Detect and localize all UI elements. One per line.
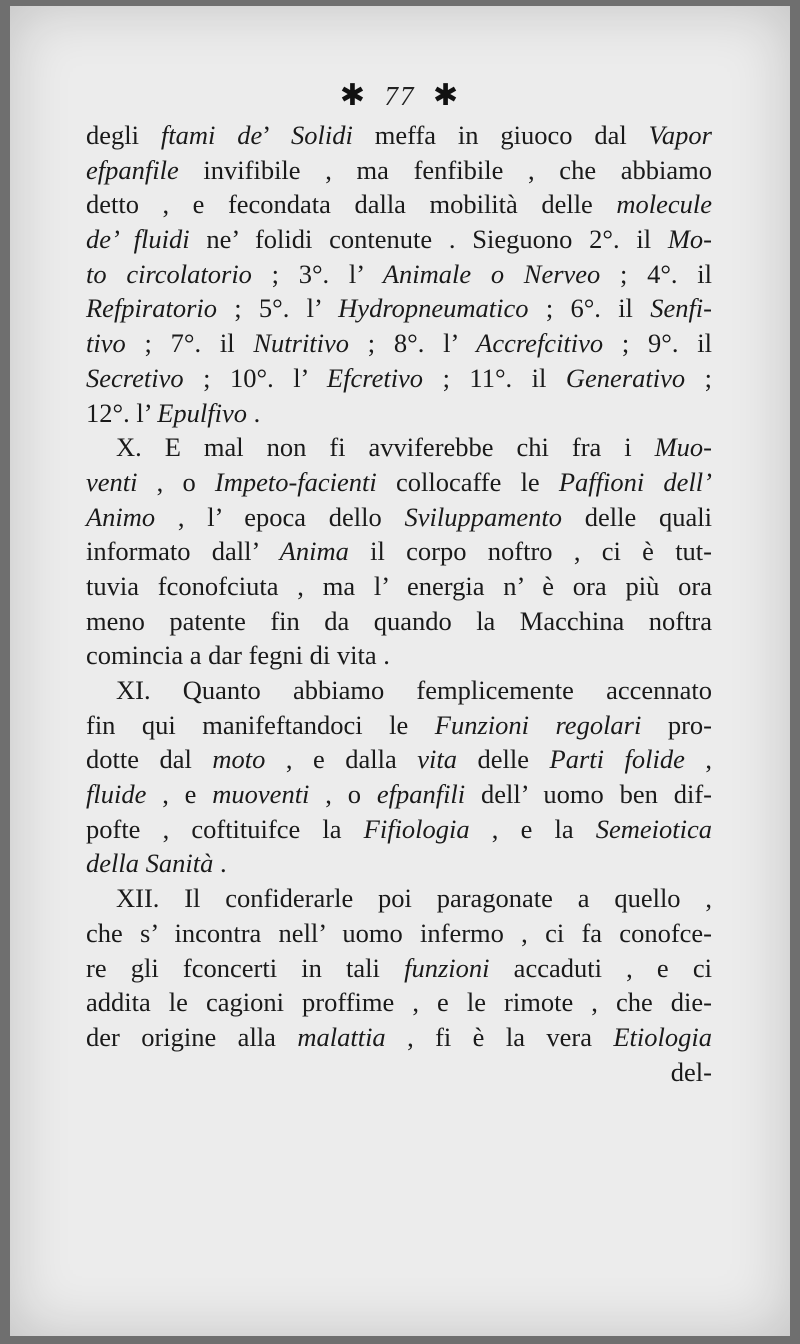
roman-text: addita le cagioni proffime , e le rimote , che die- (86, 987, 712, 1018)
text-line (86, 187, 712, 222)
roman-text: pro- (641, 709, 712, 740)
italic-text: Paffioni dell’ (558, 466, 712, 497)
italic-text: Animo (86, 501, 156, 532)
text-line (86, 638, 712, 673)
roman-text: ; 4°. il (600, 258, 712, 289)
text-line (86, 257, 712, 292)
italic-text: funzioni (404, 952, 490, 983)
text-line (86, 153, 712, 188)
italic-text: vita (417, 744, 458, 775)
text-line (86, 361, 712, 396)
roman-text: meffa in giuoco dal (352, 120, 649, 150)
text-line (86, 881, 712, 916)
italic-text: venti (86, 466, 138, 497)
italic-text: ftami de (160, 120, 263, 150)
roman-text: re gli fconcerti in tali (86, 952, 405, 983)
text-line (86, 812, 712, 847)
italic-text: Muo- (654, 432, 712, 463)
italic-text: Vapor (648, 120, 712, 150)
text-line (86, 500, 712, 535)
text-line (86, 777, 712, 812)
roman-text: ne’ folidi contenute . Sieguono 2°. il (189, 224, 668, 255)
roman-text: , o (137, 466, 215, 497)
italic-text: moto (212, 744, 266, 775)
italic-text: Nutritivo (253, 328, 350, 359)
italic-text: Semeiotica (595, 813, 712, 844)
text-line (86, 291, 712, 326)
roman-text: delle quali (562, 501, 712, 532)
roman-text: collocaffe le (376, 466, 559, 497)
text-line (86, 1020, 712, 1055)
italic-text: Refpiratorio (86, 293, 218, 324)
text-line (86, 396, 712, 431)
italic-text: molecule (616, 189, 712, 220)
roman-text: che s’ incontra nell’ uomo infermo , ci fa conofce- (86, 917, 712, 948)
roman-text: invifibile , ma fenfibile , che abbiamo (178, 154, 712, 185)
roman-text: ; 11°. il (423, 362, 566, 393)
italic-text: fluide (86, 779, 147, 810)
italic-text: tivo (86, 328, 126, 359)
text-line (86, 916, 712, 951)
text-line (86, 673, 712, 708)
roman-text: X. E mal non fi avviferebbe chi fra i (116, 432, 655, 463)
roman-text: . (247, 397, 261, 428)
italic-text: efpanfile (86, 154, 179, 185)
italic-text: Animale o Nerveo (382, 258, 601, 289)
roman-text: , o (309, 779, 377, 810)
italic-text: Impeto-facienti (214, 466, 377, 497)
roman-text: il corpo noftro , ci è tut- (348, 536, 712, 567)
page-header (0, 78, 800, 113)
roman-text: accaduti , e ci (489, 952, 712, 983)
roman-text: meno patente fin da quando la Macchina noftra (86, 605, 712, 636)
ornament-star-icon: ✱ (339, 79, 367, 112)
text-line (86, 951, 712, 986)
roman-text: detto , e fecondata dalla mobilità delle (86, 189, 617, 220)
text-line (86, 326, 712, 361)
roman-text: , (684, 744, 713, 775)
body-text (86, 118, 712, 1089)
text-line (86, 604, 712, 639)
italic-text: Hydropneumatico (338, 293, 529, 324)
roman-text: , e (146, 779, 213, 810)
roman-text: , fi è la vera (385, 1021, 614, 1052)
roman-text: der origine alla (86, 1021, 298, 1052)
text-line (86, 742, 712, 777)
text-line (86, 846, 712, 881)
roman-text: ’ (262, 120, 291, 150)
italic-text: Parti folide (549, 744, 685, 775)
roman-text: fin qui manifeftandoci le (86, 709, 435, 740)
italic-text: malattia (297, 1021, 386, 1052)
text-line (86, 985, 712, 1020)
roman-text: XI. Quanto abbiamo femplicemente accennato (116, 675, 712, 705)
italic-text: Sviluppamento (404, 501, 563, 532)
roman-text: ; 5°. l’ (217, 293, 339, 324)
text-line (86, 430, 712, 465)
roman-text: pofte , coftituifce la (86, 813, 364, 844)
italic-text: Anima (279, 536, 349, 567)
roman-text: delle (457, 744, 550, 775)
roman-text: ; (685, 362, 712, 393)
text-line (86, 465, 712, 500)
roman-text: XII. Il confiderarle poi paragonate a quello , (116, 883, 712, 914)
italic-text: efpanfili (376, 779, 466, 810)
text-line (86, 708, 712, 743)
italic-text: Generativo (565, 362, 686, 393)
ornament-star-icon: ✱ (433, 79, 461, 112)
italic-text: Senfi- (650, 293, 712, 324)
roman-text: 12°. l’ (86, 397, 158, 428)
text-line (86, 569, 712, 604)
page-number: 77 (384, 81, 416, 111)
italic-text: to circolatorio (86, 258, 252, 289)
roman-text: dotte dal (86, 744, 213, 775)
roman-text: informato dall’ (86, 536, 280, 567)
italic-text: Efcretivo (326, 362, 424, 393)
italic-text: Funzioni regolari (434, 709, 642, 740)
roman-text: ; 10°. l’ (183, 362, 327, 393)
roman-text: comincia a dar fegni di vita . (86, 640, 390, 671)
italic-text: Solidi (291, 120, 353, 150)
italic-text: de’ fluidi (86, 224, 190, 255)
italic-text: Secretivo (86, 362, 184, 393)
roman-text: dell’ uomo ben dif- (465, 779, 713, 810)
italic-text: Epulfivo (157, 397, 247, 428)
roman-text: ; 9°. il (603, 328, 713, 359)
roman-text: . (213, 848, 227, 879)
roman-text: ; 8°. l’ (349, 328, 477, 359)
italic-text: Accrefcitivo (476, 328, 604, 359)
roman-text: , e dalla (265, 744, 418, 775)
roman-text: ; 7°. il (125, 328, 254, 359)
italic-text: Fifiologia (363, 813, 470, 844)
roman-text: ; 3°. l’ (251, 258, 383, 289)
catchword: del- (670, 1056, 712, 1087)
italic-text: della Sanità (86, 848, 214, 879)
roman-text: , l’ epoca dello (155, 501, 405, 532)
roman-text: , e la (469, 813, 596, 844)
italic-text: Mo- (667, 224, 712, 255)
italic-text: muoventi (212, 779, 310, 810)
roman-text: degli (86, 120, 161, 150)
text-line (86, 222, 712, 257)
roman-text: tuvia fconofciuta , ma l’ energia n’ è ora più ora (86, 570, 712, 601)
roman-text: ; 6°. il (528, 293, 651, 324)
italic-text: Etiologia (613, 1021, 712, 1052)
text-line (86, 118, 712, 153)
text-line (86, 534, 712, 569)
